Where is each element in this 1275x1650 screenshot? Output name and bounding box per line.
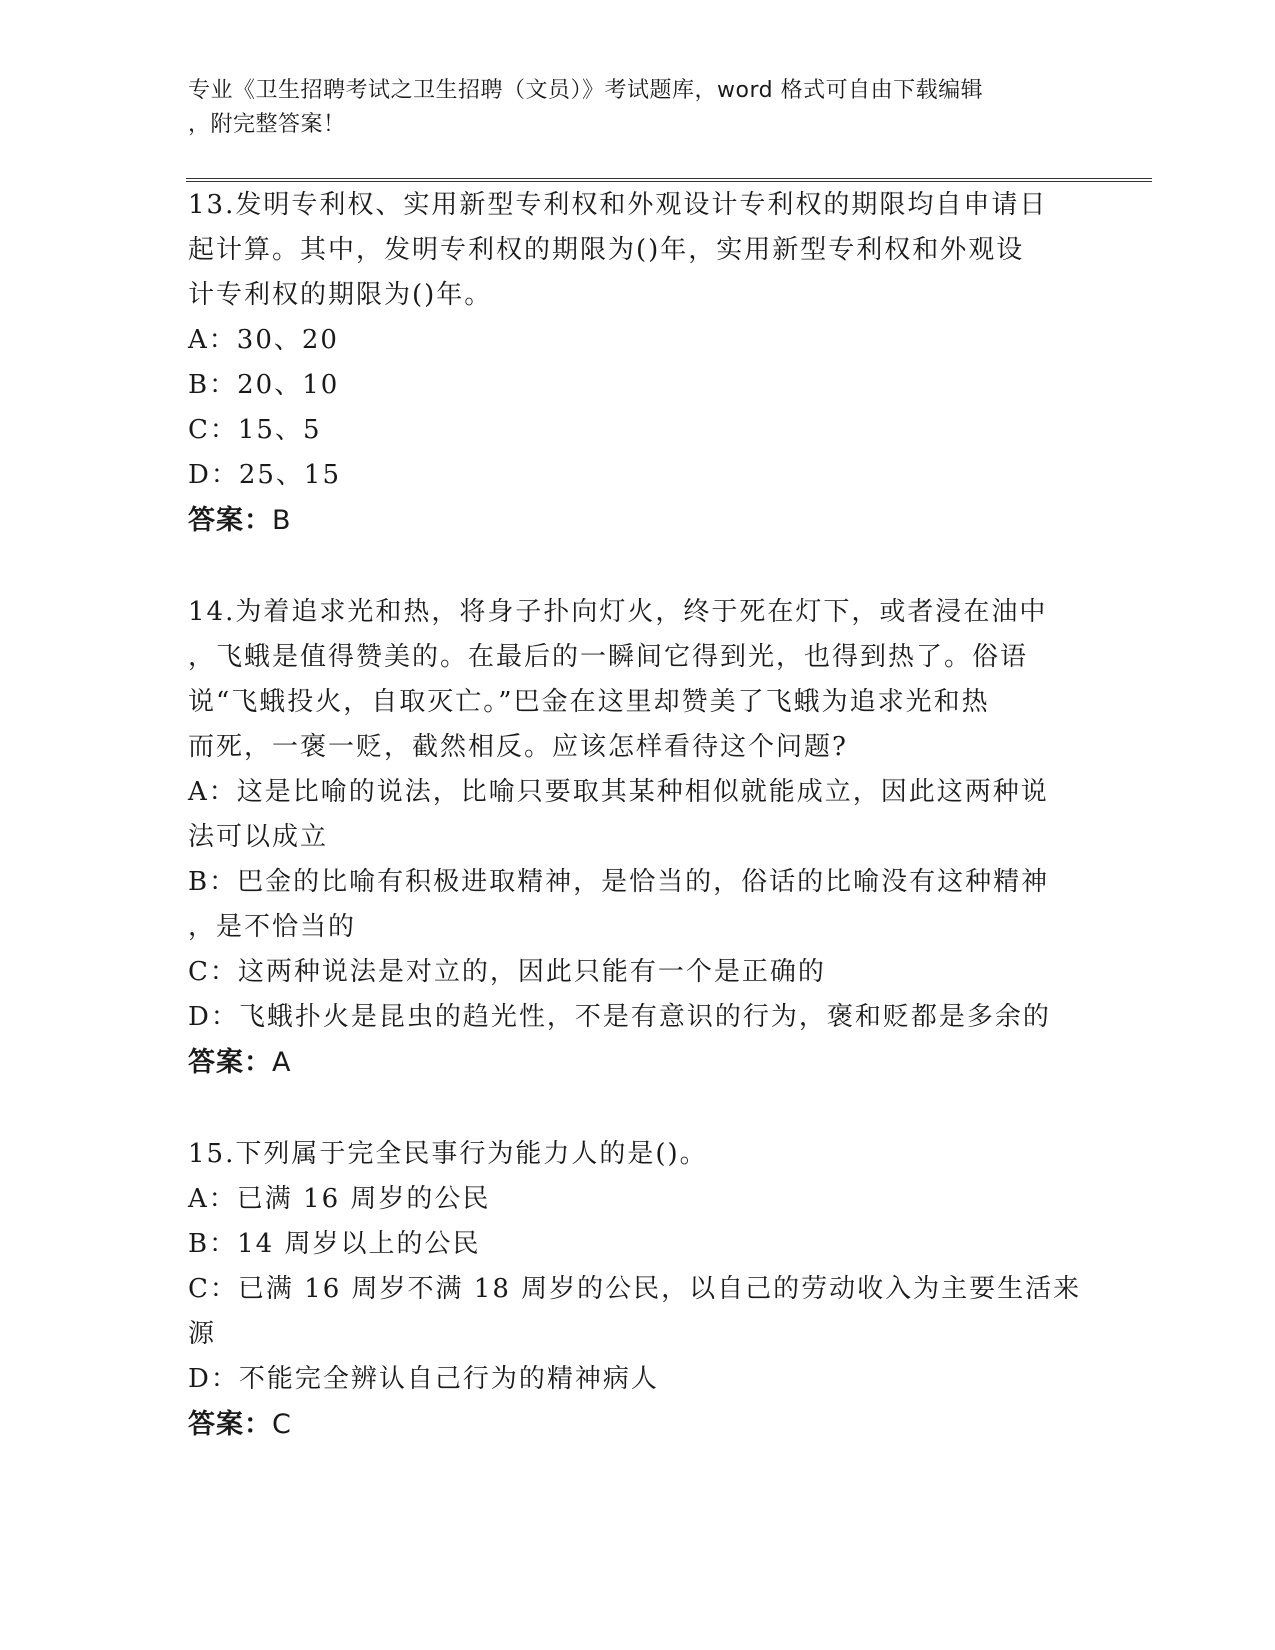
question-stem-line: 计专利权的期限为()年。 [188, 280, 493, 310]
question-stem-line: 14.为着追求光和热，将身子扑向灯火，终于死在灯下，或者浸在油中 [188, 597, 1048, 627]
header-line-1: 专业《卫生招聘考试之卫生招聘（文员）》考试题库，word 格式可自由下载编辑 [188, 78, 984, 103]
header-divider [186, 178, 1152, 182]
option-a: A：已满 16 周岁的公民 [188, 1184, 491, 1214]
header-line-2: ，附完整答案！ [188, 112, 346, 137]
option-b: B：20、10 [188, 370, 340, 400]
question-stem-line: 说“飞蛾投火，自取灭亡。”巴金在这里却赞美了飞蛾为追求光和热 [188, 687, 990, 717]
question-stem-line: ，飞蛾是值得赞美的。在最后的一瞬间它得到光，也得到热了。俗语 [188, 642, 1029, 672]
answer-value: B [272, 505, 292, 536]
answer-value: A [272, 1047, 292, 1078]
option-b: B：14 周岁以上的公民 [188, 1229, 481, 1259]
answer [188, 1040, 1088, 1085]
question-stem-line: 而死，一褒一贬，截然相反。应该怎样看待这个问题? [188, 732, 848, 762]
option-c: C：15、5 [188, 415, 322, 445]
question-14 [188, 590, 1088, 1085]
option-c: C：这两种说法是对立的，因此只能有一个是正确的 [188, 957, 826, 987]
option-d: D：25、15 [188, 460, 342, 490]
answer-label: 答案： [188, 1409, 272, 1440]
option-b-continued: ，是不恰当的 [188, 912, 357, 942]
page-header [188, 74, 1068, 142]
answer [188, 1402, 1088, 1447]
answer-label: 答案： [188, 1047, 272, 1078]
option-a: A：这是比喻的说法，比喻只要取其某种相似就能成立，因此这两种说 [188, 777, 1049, 807]
answer-value: C [272, 1409, 292, 1440]
option-c: C：已满 16 周岁不满 18 周岁的公民，以自己的劳动收入为主要生活来 [188, 1274, 1082, 1304]
option-d: D：不能完全辨认自己行为的精神病人 [188, 1364, 659, 1394]
question-stem-line: 起计算。其中，发明专利权的期限为()年，实用新型专利权和外观设 [188, 235, 1025, 265]
option-c-continued: 源 [188, 1319, 217, 1349]
option-d: D：飞蛾扑火是昆虫的趋光性，不是有意识的行为，褒和贬都是多余的 [188, 1002, 1051, 1032]
option-a: A：30、20 [188, 325, 339, 355]
question-stem-line: 13.发明专利权、实用新型专利权和外观设计专利权的期限均自申请日 [188, 190, 1048, 220]
question-13 [188, 183, 1088, 543]
question-stem-line: 15.下列属于完全民事行为能力人的是()。 [188, 1139, 708, 1169]
question-15 [188, 1132, 1088, 1447]
answer-label: 答案： [188, 505, 272, 536]
option-b: B：巴金的比喻有积极进取精神，是恰当的，俗话的比喻没有这种精神 [188, 867, 1050, 897]
answer [188, 498, 1088, 543]
option-a-continued: 法可以成立 [188, 822, 329, 852]
